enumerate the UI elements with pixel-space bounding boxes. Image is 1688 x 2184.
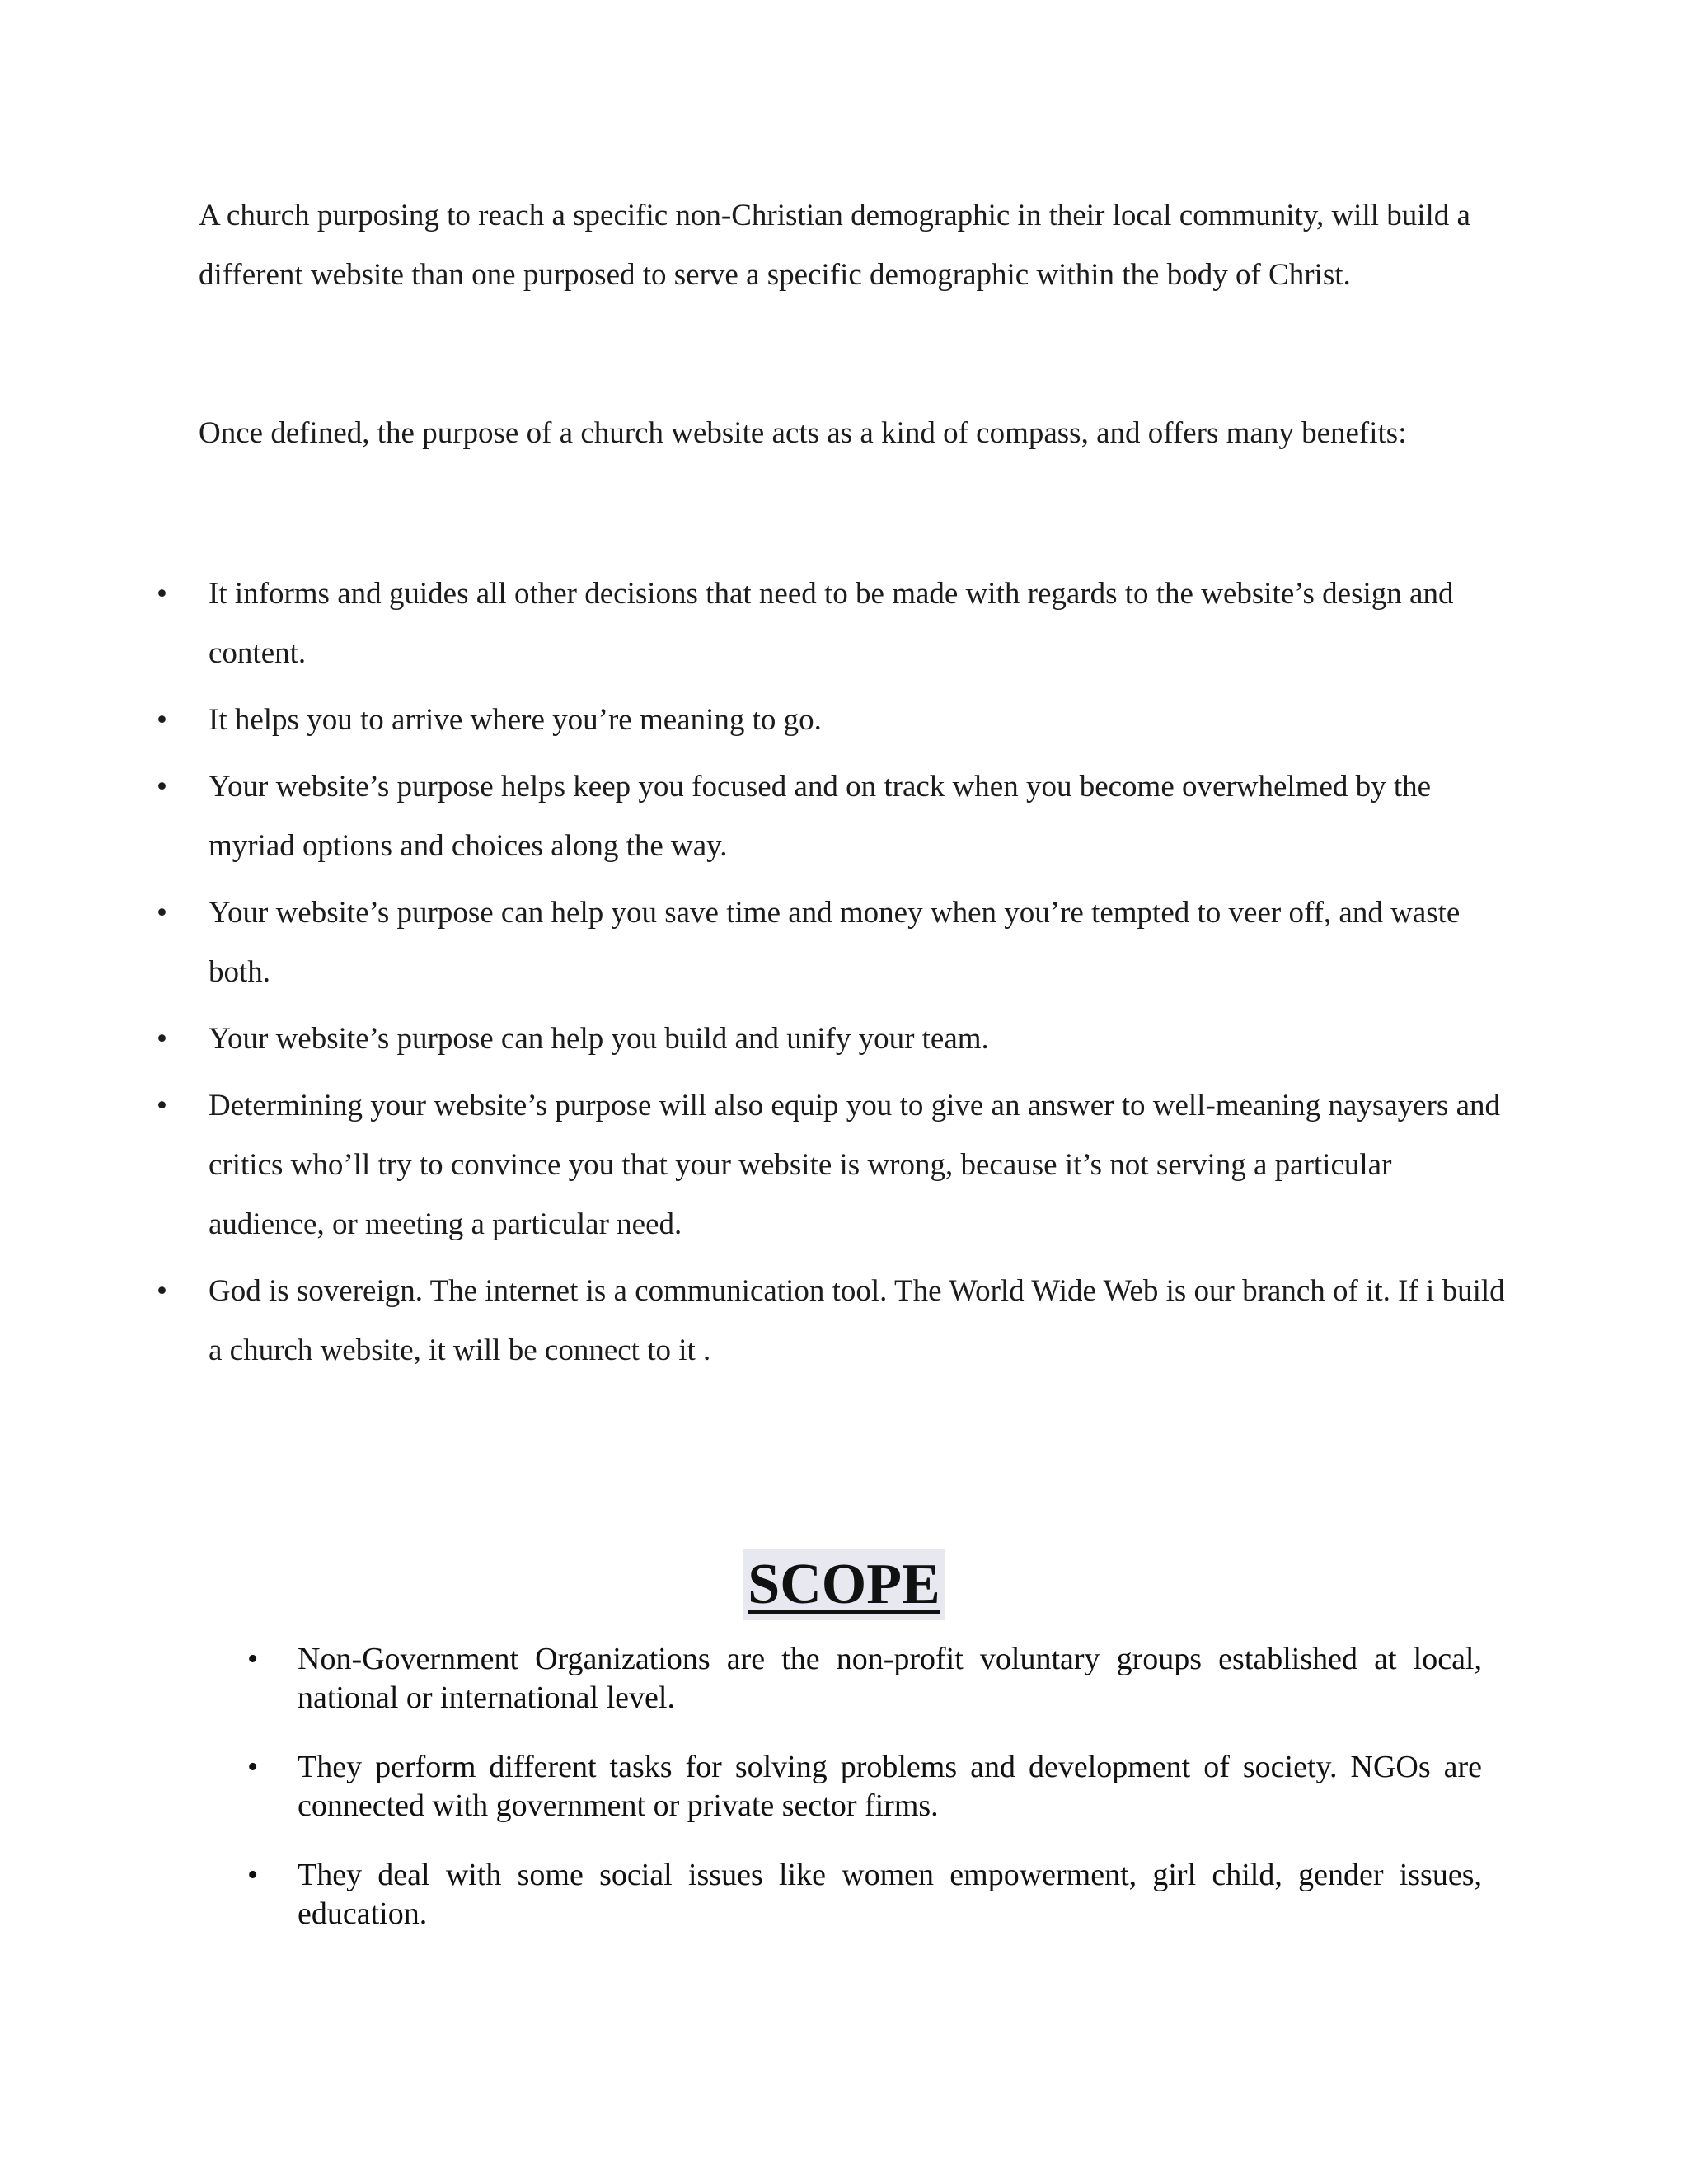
list-item-text: Determining your website’s purpose will also equip you to give an answer to well-meaning naysayers and critics who’ll try to convince you that your website is wrong, because it’s not serving a particular audience, or meeting a particular need. xyxy=(209,1089,1500,1241)
scope-list xyxy=(0,1640,1688,1964)
list-item xyxy=(0,757,1688,876)
list-item xyxy=(0,691,1688,750)
benefits-list xyxy=(0,565,1688,1388)
bullet-icon: • xyxy=(247,1642,259,1676)
list-item xyxy=(0,1010,1688,1069)
bullet-icon: • xyxy=(157,770,167,804)
intro-paragraph: A church purposing to reach a specific non-Christian demographic in their local community, will build a different website than one purposed to serve a specific demographic within the body of Christ. xyxy=(199,199,1470,292)
bullet-icon: • xyxy=(157,1022,167,1056)
list-item xyxy=(0,1856,1688,1933)
scope-heading-text: SCOPE xyxy=(743,1549,945,1620)
list-item xyxy=(0,565,1688,683)
list-item-text: They deal with some social issues like women empowerment, girl child, gender issues, education. xyxy=(298,1858,1482,1931)
list-item xyxy=(0,883,1688,1002)
list-item-text: Non-Government Organizations are the non-profit voluntary groups established at local, national or international level. xyxy=(298,1642,1482,1715)
list-item-text: It informs and guides all other decisions that need to be made with regards to the website’s design and content. xyxy=(209,577,1454,670)
list-item-text: God is sovereign. The internet is a communication tool. The World Wide Web is our branch of it. If i build a church website, it will be connect to it . xyxy=(209,1274,1505,1367)
list-item-text: Your website’s purpose can help you save time and money when you’re tempted to veer off, and waste both. xyxy=(209,896,1461,989)
list-item-text: They perform different tasks for solving problems and development of society. NGOs are connected with government or private sector firms. xyxy=(298,1750,1482,1823)
benefits-intro-paragraph: Once defined, the purpose of a church website acts as a kind of compass, and offers many benefits: xyxy=(199,416,1407,450)
bullet-icon: • xyxy=(157,1274,167,1308)
bullet-icon: • xyxy=(157,577,167,611)
bullet-icon: • xyxy=(157,896,167,930)
list-item-text: It helps you to arrive where you’re meaning to go. xyxy=(209,703,822,737)
bullet-icon: • xyxy=(247,1750,259,1784)
list-item xyxy=(0,1076,1688,1254)
list-item xyxy=(0,1748,1688,1825)
list-item xyxy=(0,1262,1688,1380)
scope-heading xyxy=(0,1549,1688,1620)
bullet-icon: • xyxy=(157,1089,167,1122)
list-item-text: Your website’s purpose can help you build and unify your team. xyxy=(209,1022,989,1056)
list-item xyxy=(0,1640,1688,1718)
bullet-icon: • xyxy=(247,1858,259,1892)
list-item-text: Your website’s purpose helps keep you focused and on track when you become overwhelmed by the myriad options and choices along the way. xyxy=(209,770,1432,863)
bullet-icon: • xyxy=(157,703,167,737)
